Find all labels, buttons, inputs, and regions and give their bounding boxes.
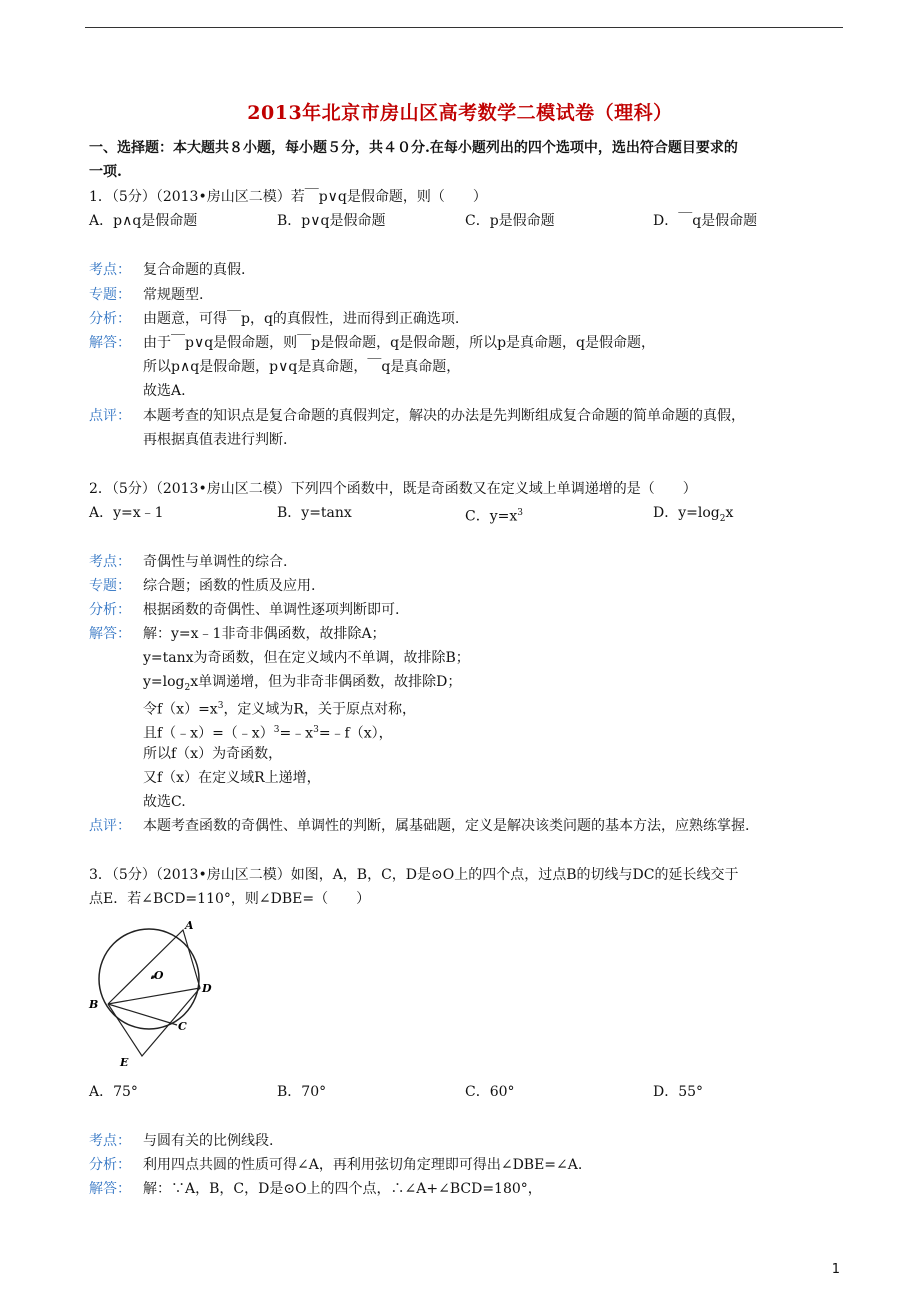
q2-option-d-post: x [725,505,734,521]
q2-dianping-label: 点评： [89,818,131,834]
q1-jieda-line3: 故选A. [143,383,186,399]
q1-option-d: D．￣q是假命题 [653,213,758,229]
q1-kaodian-label: 考点： [89,262,131,278]
q2-j5-mid: =﹣x [279,725,314,742]
q3-fenxi: 利用四点共圆的性质可得∠A，再利用弦切角定理即可得出∠DBE=∠A. [143,1157,583,1173]
q2-jieda-label: 解答： [89,626,131,642]
q2-option-d-pre: D．y=log [653,505,720,521]
q1-dianping-line2: 再根据真值表进行判断. [143,432,288,448]
q2-j3-sub: 2 [184,682,191,693]
q2-j4-sup: 3 [217,701,224,711]
section-heading-line2: 一项. [89,164,122,180]
label-b: B [89,998,99,1011]
q2-option-a: A．y=x﹣1 [89,505,164,521]
q2-fenxi: 根据函数的奇偶性、单调性逐项判断即可. [143,602,400,618]
q2-zhuanti-label: 专题： [89,578,131,594]
q2-option-c-sup: 3 [517,508,523,518]
q2-jieda-line8: 故选C. [143,794,186,810]
triangle-abd [108,930,200,1004]
section-heading-line1: 一、选择题：本大题共８小题，每小题５分，共４０分.在每小题列出的四个选项中，选出符合题目要求的 [89,140,738,156]
q1-fenxi-label: 分析： [89,311,131,327]
q1-dianping-line1: 本题考查的知识点是复合命题的真假判定，解决的办法是先判断组成复合命题的简单命题的真假， [143,408,745,424]
q2-j5-sup2: 3 [313,725,319,735]
header-rule [85,27,843,28]
q2-kaodian: 奇偶性与单调性的综合. [143,554,288,570]
q1-jieda-line2: 所以p∧q是假命题，p∨q是真命题，￣q是真命题， [143,359,461,375]
q2-j4-post: ，定义域为R，关于原点对称， [223,701,416,718]
q2-option-b: B．y=tanx [277,505,352,521]
q3-stem-line2: 点E．若∠BCD=110°，则∠DBE=（ ） [89,891,371,907]
label-o: .O [150,969,164,982]
q2-j5-pre: 且f（﹣x）=（﹣x） [143,725,274,742]
q3-fenxi-label: 分析： [89,1157,131,1173]
q3-option-d: D．55° [653,1084,704,1100]
q3-jieda: 解：∵A，B，C，D是⊙O上的四个点，∴∠A+∠BCD=180°， [143,1181,542,1197]
q1-jieda-line1: 由于￣p∨q是假命题，则￣p是假命题，q是假命题，所以p是真命题，q是假命题， [143,335,656,351]
q1-option-b: B．p∨q是假命题 [277,213,386,229]
q2-j5-sup1: 3 [273,725,280,735]
q2-dianping: 本题考查函数的奇偶性、单调性的判断，属基础题，定义是解决该类问题的基本方法，应熟练掌握. [143,818,750,834]
q2-zhuanti: 综合题；函数的性质及应用. [143,578,316,594]
q2-jieda-line7: 又f（x）在定义域R上递增， [143,770,321,786]
q2-fenxi-label: 分析： [89,602,131,618]
q2-option-c-pre: C．y=x [465,508,518,525]
q1-zhuanti: 常规题型. [143,287,204,303]
q2-jieda-line6: 所以f（x）为奇函数， [143,746,283,762]
label-e: E [120,1056,129,1069]
q3-circle-figure [86,916,222,1072]
label-d: D [202,982,212,995]
q3-option-c: C．60° [465,1084,515,1100]
q2-jieda-line2: y=tanx为奇函数，但在定义域内不单调，故排除B； [143,650,470,666]
q1-option-a: A．p∧q是假命题 [89,213,198,229]
q3-stem-line1: 3．（5分）（2013•房山区二模）如图，A，B，C，D是⊙O上的四个点，过点B的切线与DC的延长线交于 [89,867,739,883]
label-c: C [178,1020,187,1033]
q2-j5-post: =﹣f（x）， [318,725,393,742]
q2-jieda-line4 [143,695,416,721]
q3-option-b: B．70° [277,1084,327,1100]
q2-stem: 2．（5分）（2013•房山区二模）下列四个函数中，既是奇函数又在定义域上单调递增的是（ ） [89,481,697,497]
q1-kaodian: 复合命题的真假. [143,262,246,278]
q2-j4-pre: 令f（x）=x [143,701,218,718]
q2-j3-post: x单调递增，但为非奇非偶函数，故排除D； [190,674,462,690]
label-a: A [185,919,194,932]
page-title: 2013年北京市房山区高考数学二模试卷（理科） [247,102,673,124]
q2-kaodian-label: 考点： [89,554,131,570]
q2-option-c [465,502,523,528]
q1-jieda-label: 解答： [89,335,131,351]
q1-option-c: C．p是假命题 [465,213,555,229]
q3-jieda-label: 解答： [89,1181,131,1197]
q3-kaodian: 与圆有关的比例线段. [143,1133,274,1149]
page-number: 1 [831,1262,840,1277]
chord-bc [108,1004,177,1025]
q3-kaodian-label: 考点： [89,1133,131,1149]
q2-jieda-line5 [143,719,393,745]
q1-fenxi: 由题意，可得￣p，q的真假性，进而得到正确选项. [143,311,460,327]
q1-dianping-label: 点评： [89,408,131,424]
q2-j3-pre: y=log [143,674,185,690]
q3-option-a: A．75° [89,1084,138,1100]
q2-option-d [653,502,733,530]
q1-zhuanti-label: 专题： [89,287,131,303]
q1-stem: 1．（5分）（2013•房山区二模）若￣p∨q是假命题，则（ ） [89,189,487,205]
q2-jieda-line1: 解：y=x﹣1非奇非偶函数，故排除A； [143,626,386,642]
q2-option-d-sub: 2 [719,513,726,524]
